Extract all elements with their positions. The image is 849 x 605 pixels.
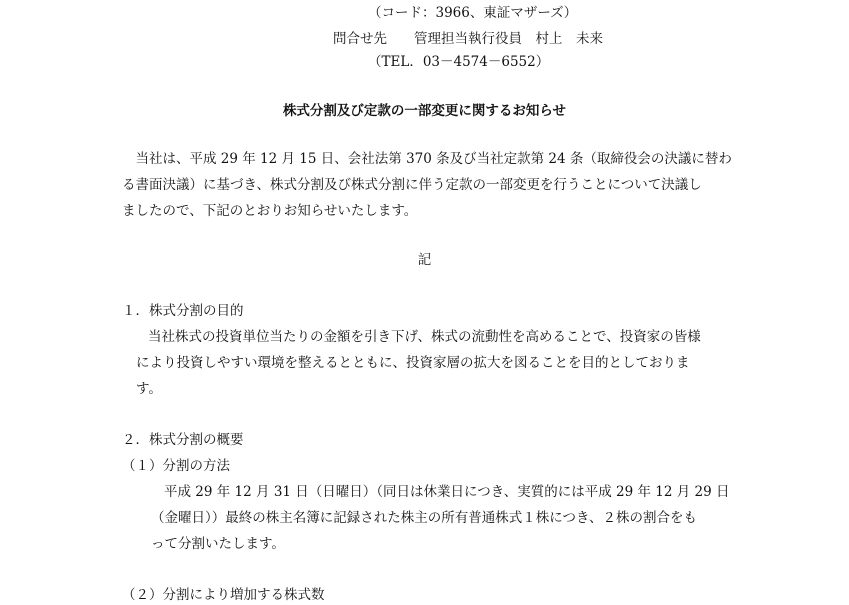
section-1-text-line: す。 xyxy=(136,381,162,397)
section-2-text-line: （金曜日））最終の株主名簿に記録された株主の所有普通株式１株につき、２株の割合をも xyxy=(151,510,697,526)
section-1-text-line: により投資しやすい環境を整えるとともに、投資家層の拡大を図ることを目的としておりま xyxy=(136,355,690,371)
section-2-heading: ２．株式分割の概要 xyxy=(122,432,244,448)
document-title: 株式分割及び定款の一部変更に関するお知らせ xyxy=(282,103,567,119)
telephone-line: （TEL．03－4574－6552） xyxy=(368,54,550,70)
ki-marker: 記 xyxy=(417,252,432,268)
section-2-subheading-method: （１）分割の方法 xyxy=(122,458,230,474)
stock-code-line: （コード：3966、東証マザーズ） xyxy=(368,5,578,21)
intro-paragraph-line: る書面決議）に基づき、株式分割及び株式分割に伴う定款の一部変更を行うことについて決議し xyxy=(122,177,702,193)
section-2-text-line: 平成 29 年 12 月 31 日（日曜日）（同日は休業日につき、実質的には平成 29 年 12 月 29 日 xyxy=(164,484,730,500)
intro-paragraph-line: ましたので、下記のとおりお知らせいたします。 xyxy=(122,203,418,219)
contact-line: 問合せ先 管理担当執行役員 村上 未来 xyxy=(333,31,603,47)
section-2-subheading-increase: （２）分割により増加する株式数 xyxy=(122,587,325,603)
section-2-text-line: って分割いたします。 xyxy=(151,536,285,552)
section-1-heading: １．株式分割の目的 xyxy=(122,303,244,319)
intro-paragraph-line: 当社は、平成 29 年 12 月 15 日、会社法第 370 条及び当社定款第 24 条（取締役会の決議に替わ xyxy=(122,151,732,167)
section-1-text-line: 当社株式の投資単位当たりの金額を引き下げ、株式の流動性を高めることで、投資家の皆様 xyxy=(148,329,701,345)
